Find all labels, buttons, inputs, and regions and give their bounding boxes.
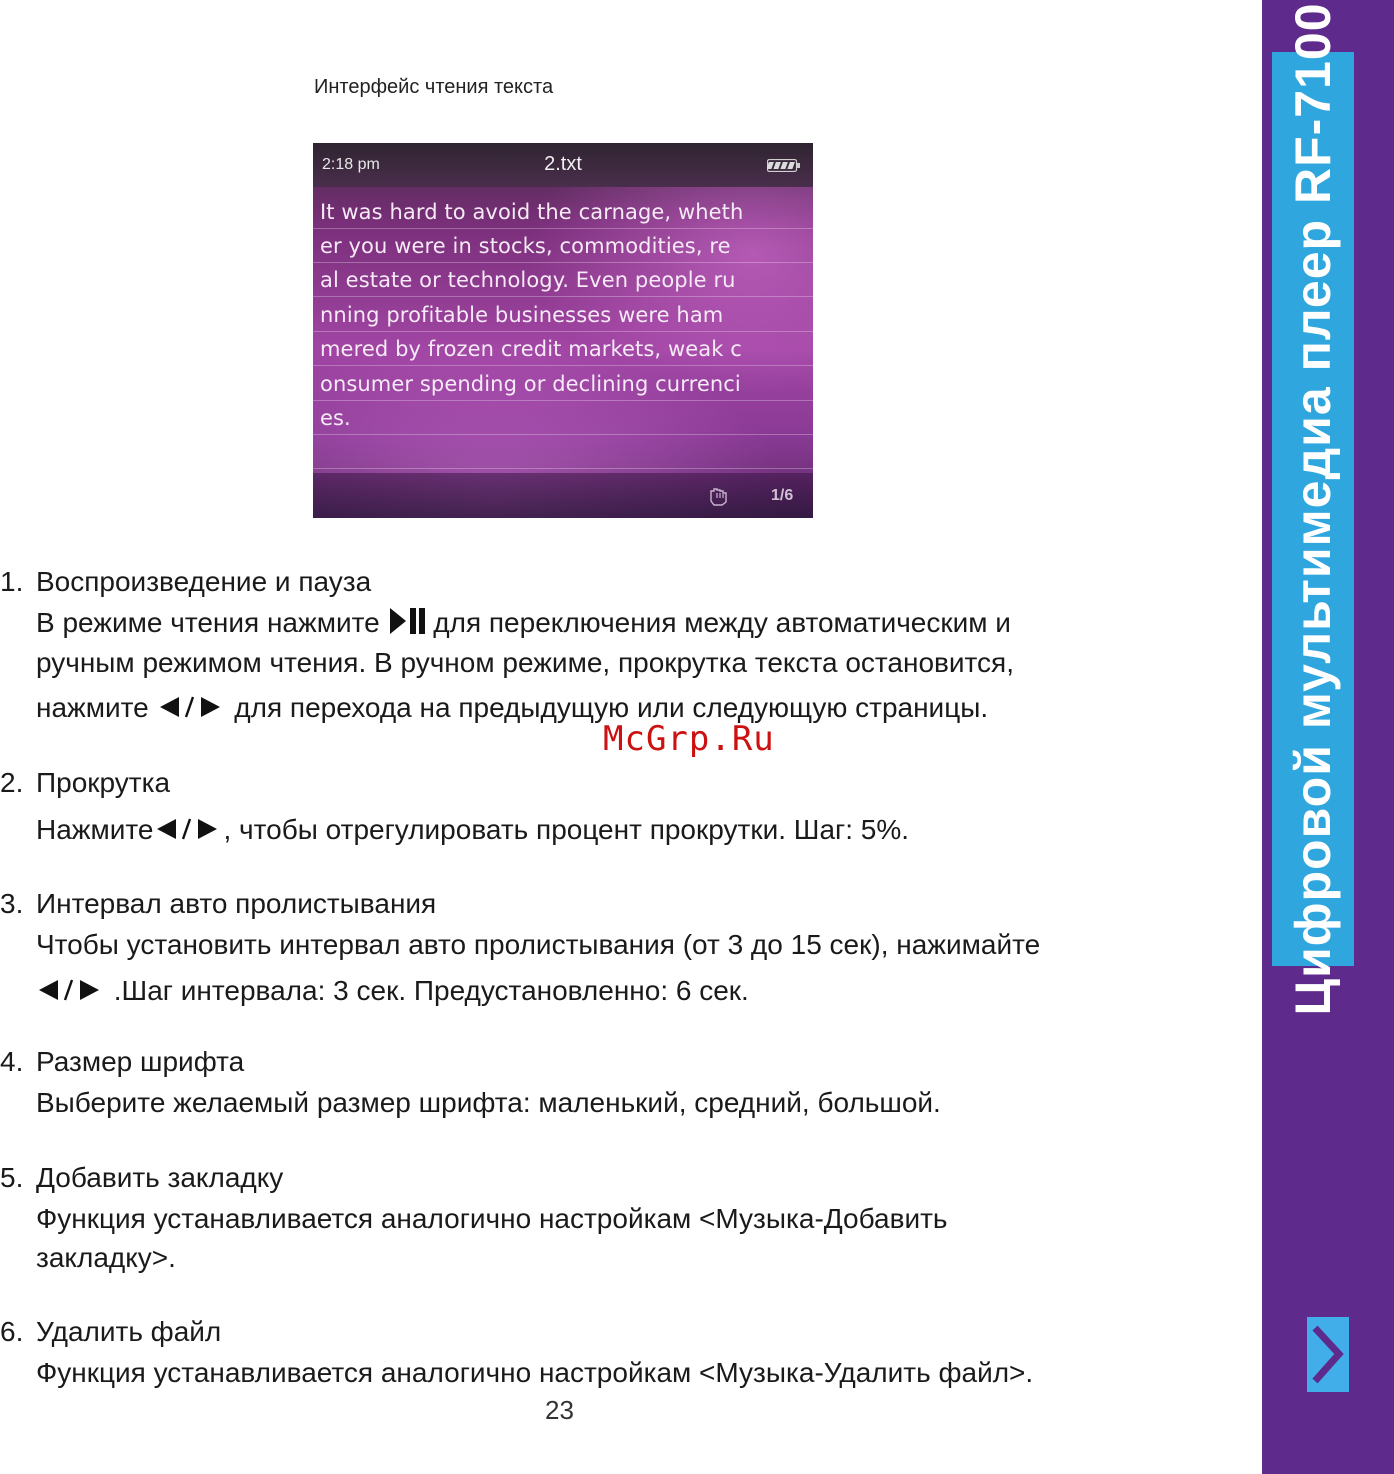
figure-caption: Интерфейс чтения текста xyxy=(314,76,554,98)
hand-icon xyxy=(708,487,734,507)
prev-next-arrows-icon xyxy=(154,817,224,841)
battery-icon xyxy=(767,159,800,172)
file-name: 2.txt xyxy=(544,153,582,175)
reader-line: al estate or technology. Even people ru xyxy=(313,263,813,297)
prev-next-arrows-icon xyxy=(36,978,106,1002)
body-text: для переключения между автоматическим и xyxy=(425,607,1011,638)
clock: 2:18 pm xyxy=(322,156,380,173)
reader-line: It was hard to avoid the carnage, wheth xyxy=(313,195,813,229)
side-title: Цифровой мультимедиа плеер RF-7100 xyxy=(1285,2,1341,1016)
status-bar xyxy=(313,143,813,187)
item-title: Удалить файл xyxy=(36,1316,222,1347)
reader-footer xyxy=(313,473,813,518)
item-title: Добавить закладку xyxy=(36,1162,284,1193)
item-body xyxy=(36,1083,1216,1125)
body-text: ручным режимом чтения. В ручном режиме, прокрутка текста остановится, xyxy=(36,647,1014,678)
chevron-right-icon xyxy=(1307,1317,1349,1392)
body-text: закладку>. xyxy=(36,1242,176,1273)
item-number: 1. xyxy=(0,566,24,597)
item-body xyxy=(36,925,1216,1013)
item-title: Размер шрифта xyxy=(36,1046,245,1077)
reader-line xyxy=(313,435,813,469)
play-pause-icon xyxy=(388,606,426,636)
item-body xyxy=(36,810,1216,852)
next-page-button[interactable] xyxy=(1307,1317,1349,1392)
item-title: Прокрутка xyxy=(36,767,171,798)
item-body xyxy=(36,1199,1216,1280)
body-text: Выберите желаемый размер шрифта: маленький, средний, большой. xyxy=(36,1087,941,1118)
item-number: 3. xyxy=(0,888,24,919)
reader-line: mered by frozen credit markets, weak c xyxy=(313,332,813,366)
body-text: нажмите xyxy=(36,692,157,723)
reader-line: es. xyxy=(313,401,813,435)
item-body xyxy=(36,603,1216,730)
body-text: для перехода на предыдущую или следующую страницы. xyxy=(226,692,989,723)
item-number: 4. xyxy=(0,1046,24,1077)
page-number: 23 xyxy=(545,1395,574,1425)
item-number: 2. xyxy=(0,767,24,798)
body-text: .Шаг интервала: 3 сек. Предустановленно: 6 сек. xyxy=(106,975,749,1006)
reader-line: onsumer spending or declining currenci xyxy=(313,367,813,401)
reader-screen xyxy=(313,143,813,518)
item-title: Воспроизведение и пауза xyxy=(36,566,372,597)
watermark: McGrp.Ru xyxy=(603,719,775,759)
item-number: 5. xyxy=(0,1162,24,1193)
body-text: , чтобы отрегулировать процент прокрутки. Шаг: 5%. xyxy=(223,814,910,845)
item-body xyxy=(36,1353,1216,1395)
body-text: Нажмите xyxy=(36,814,154,845)
body-text: Функция устанавливается аналогично настройкам <Музыка-Добавить xyxy=(36,1203,948,1234)
body-text: Чтобы установить интервал авто пролистывания (от 3 до 15 сек), нажимайте xyxy=(36,929,1041,960)
body-text: В режиме чтения нажмите xyxy=(36,607,388,638)
reader-line: er you were in stocks, commodities, re xyxy=(313,229,813,263)
item-title: Интервал авто пролистывания xyxy=(36,888,437,919)
body-text: Функция устанавливается аналогично настройкам <Музыка-Удалить файл>. xyxy=(36,1357,1034,1388)
item-number: 6. xyxy=(0,1316,24,1347)
reader-line: nning profitable businesses were ham xyxy=(313,298,813,332)
prev-next-arrows-icon xyxy=(157,695,227,719)
page-indicator: 1/6 xyxy=(771,487,794,504)
